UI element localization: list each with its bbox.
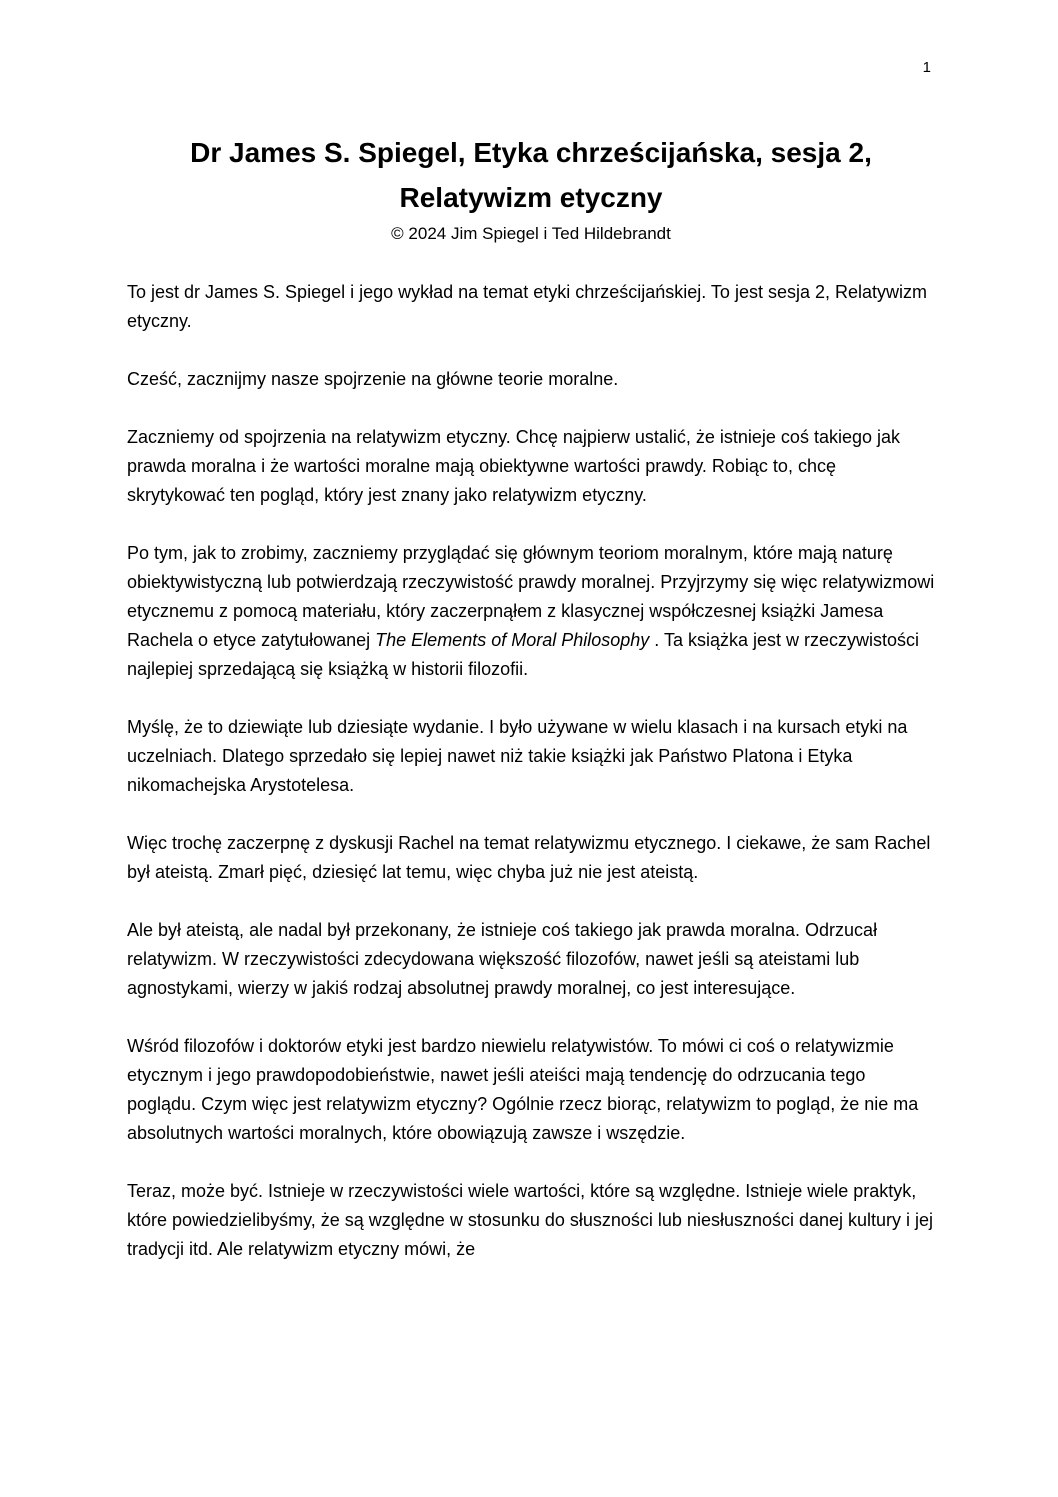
paragraph-run: Zaczniemy od spojrzenia na relatywizm etyczny. Chcę najpierw ustalić, że istnieje coś takiego jak prawda moralna i że wartości moralne mają obiektywne wartości prawdy. Robiąc to, chcę skrytykować ten pogląd, który jest znany jako relatywizm etyczny. (127, 427, 900, 505)
paragraph-run: Wśród filozofów i doktorów etyki jest bardzo niewielu relatywistów. To mówi ci coś o relatywizmie etycznym i jego prawdopodobieństwie, nawet jeśli ateiści mają tendencję do odrzucania tego poglądu. Czym więc jest relatywizm etyczny? Ogólnie rzecz biorąc, relatywizm to pogląd, że nie ma absolutnych wartości moralnych, które obowiązują zawsze i wszędzie. (127, 1036, 919, 1143)
title-line-2: Relatywizm etyczny (399, 182, 663, 213)
paragraph-run: Więc trochę zaczerpnę z dyskusji Rachel na temat relatywizmu etycznego. I ciekawe, że sam Rachel był ateistą. Zmarł pięć, dziesięć lat temu, więc chyba już nie jest ateistą. (127, 833, 931, 882)
paragraph-run: . Ta książka jest w rzeczywistości najlepiej sprzedającą się książką w historii filozofii. (127, 630, 920, 679)
paragraph-run: Cześć, zacznijmy nasze spojrzenie na główne teorie moralne. (127, 369, 619, 389)
copyright-byline: © 2024 Jim Spiegel i Ted Hildebrandt (391, 224, 671, 243)
paragraph-run: To jest dr James S. Spiegel i jego wykład na temat etyki chrześcijańskiej. To jest sesja 2, Relatywizm etyczny. (127, 282, 927, 331)
paragraph-run: Po tym, jak to zrobimy, zaczniemy przyglądać się głównym teoriom moralnym, które mają naturę obiektywistyczną lub potwierdzają rzeczywistość prawdy moralnej. Przyjrzymy się więc relatywizmowi etycznemu z pomocą materiału, który zaczerpnąłem z klasycznej współczesnej książki Jamesa Rachela o etyce zatytułowanej (127, 543, 935, 650)
paragraph (127, 713, 935, 800)
paragraph-run: Teraz, może być. Istnieje w rzeczywistości wiele wartości, które są względne. Istnieje wiele praktyk, które powiedzielibyśmy, że są względne w stosunku do słuszności lub niesłuszności danej kultury i jej tradycji itd. Ale relatywizm etyczny mówi, że (127, 1181, 934, 1259)
page-number: 1 (922, 59, 931, 76)
paragraph (127, 365, 935, 394)
document-body (127, 278, 935, 1264)
paragraph-run: Ale był ateistą, ale nadal był przekonany, że istnieje coś takiego jak prawda moralna. Odrzucał relatywizm. W rzeczywistości zdecydowana większość filozofów, nawet jeśli są ateistami lub agnostykami, wierzy w jakiś rodzaj absolutnej prawdy moralnej, co jest interesujące. (127, 920, 878, 998)
title-line-1: Dr James S. Spiegel, Etyka chrześcijańska, sesja 2, (190, 137, 872, 168)
paragraph (127, 1177, 935, 1264)
document-content (127, 130, 935, 1293)
paragraph-run-italic: The Elements of Moral Philosophy (375, 630, 650, 650)
paragraph (127, 278, 935, 336)
paragraph (127, 539, 935, 684)
document-title (127, 130, 935, 220)
paragraph (127, 423, 935, 510)
paragraph (127, 829, 935, 887)
paragraph (127, 916, 935, 1003)
paragraph-run: Myślę, że to dziewiąte lub dziesiąte wydanie. I było używane w wielu klasach i na kursach etyki na uczelniach. Dlatego sprzedało się lepiej nawet niż takie książki jak Państwo Platona i Etyka nikomachejska Arystotelesa. (127, 717, 908, 795)
paragraph (127, 1032, 935, 1148)
